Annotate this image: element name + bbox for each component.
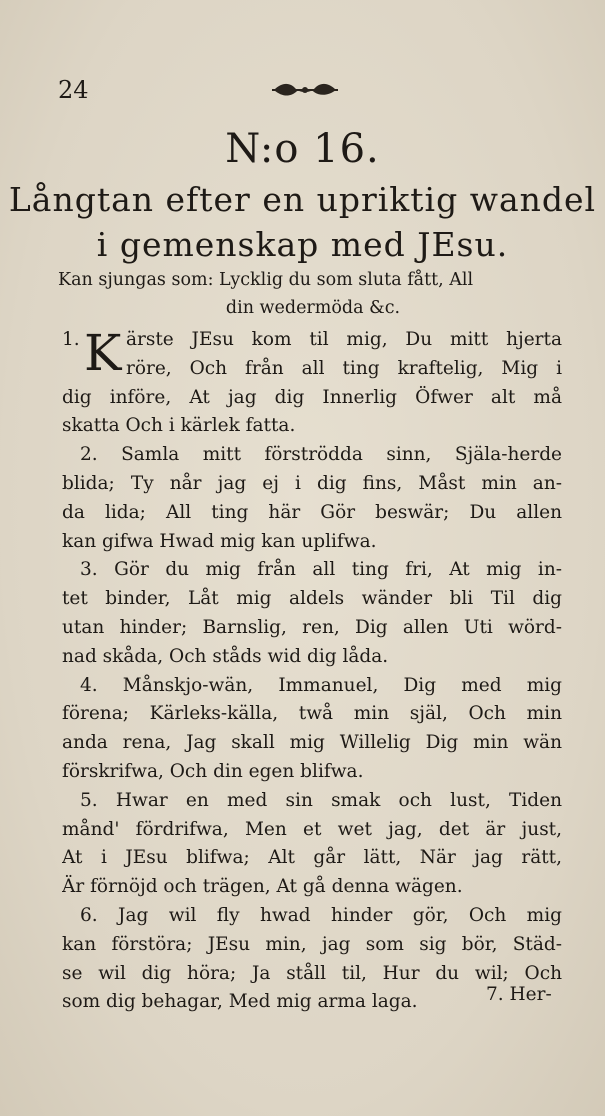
stanza-line: At i JEsu blifwa; Alt går lätt, När jag rätt, [62, 847, 562, 869]
stanza-line: da lida; All ting här Gör beswär; Du allen [62, 501, 562, 523]
stanza-line: röre, Och från all ting kraftelig, Mig i [126, 357, 562, 379]
melody-line-1: Kan sjungas som: Lycklig du som sluta fått, All [58, 270, 474, 290]
stanza-line: kan gifwa Hwad mig kan uplifwa. [62, 530, 377, 552]
stanza-line: förskrifwa, Och din egen blifwa. [62, 760, 364, 782]
hymn-number: N:o 16. [225, 126, 380, 172]
stanza-line: 4. Månskjo-wän, Immanuel, Dig med mig [80, 674, 562, 696]
stanza-3 [62, 556, 562, 671]
stanzas [62, 326, 562, 1017]
stanza-2 [62, 441, 562, 556]
stanza-4 [62, 672, 562, 787]
stanza-line [62, 326, 562, 355]
stanza-line: anda rena, Jag skall mig Willelig Dig min wän [62, 732, 562, 754]
stanza-number: 1. [62, 329, 80, 350]
stanza-line: kan förstöra; JEsu min, jag som sig bör, Städ- [62, 933, 562, 955]
hymn-title-line-1: Långtan efter en upriktig wandel [8, 180, 597, 219]
stanza-line: månd' fördrifwa, Men et wet jag, det är just, [62, 818, 562, 840]
stanza-line: 2. Samla mitt förströdda sinn, Själa-herde [80, 444, 562, 466]
stanza-5 [62, 787, 562, 902]
stanza-line: utan hinder; Barnslig, ren, Dig allen Uti wörd- [62, 616, 562, 638]
melody-note [58, 266, 568, 322]
stanza-line: dig införe, At jag dig Innerlig Öfwer alt må [62, 386, 562, 408]
page-number: 24 [58, 76, 89, 104]
melody-line-2: din wedermöda &c. [225, 298, 401, 318]
ornament-icon [270, 80, 340, 100]
stanza-1 [62, 326, 562, 441]
stanza-line: tet binder, Låt mig aldels wänder bli Til dig [62, 588, 562, 610]
stanza-line-text: ärste JEsu kom til mig, Du mitt hjerta [126, 329, 562, 350]
stanza-line: nad skåda, Och ståds wid dig låda. [62, 645, 389, 667]
stanza-line: 3. Gör du mig från all ting fri, At mig in- [80, 559, 562, 581]
stanza-line: som dig behagar, Med mig arma laga. [62, 991, 418, 1013]
stanza-line: skatta Och i kärlek fatta. [62, 415, 296, 437]
stanza-line: Är förnöjd och trägen, At gå denna wägen. [62, 876, 463, 898]
catchword: 7. Her- [486, 984, 552, 1005]
hymn-title-line-2: i gemenskap med JEsu. [96, 225, 509, 264]
stanza-line: se wil dig höra; Ja ståll til, Hur du wil; Och [62, 962, 562, 984]
stanza-line: 6. Jag wil fly hwad hinder gör, Och mig [80, 904, 562, 926]
stanza-line: förena; Kärleks-källa, twå min själ, Och min [62, 703, 562, 725]
stanza-line: 5. Hwar en med sin smak och lust, Tiden [80, 789, 562, 811]
drop-cap: K [84, 324, 122, 382]
stanza-line: blida; Ty når jag ej i dig fins, Måst min an- [62, 472, 562, 494]
